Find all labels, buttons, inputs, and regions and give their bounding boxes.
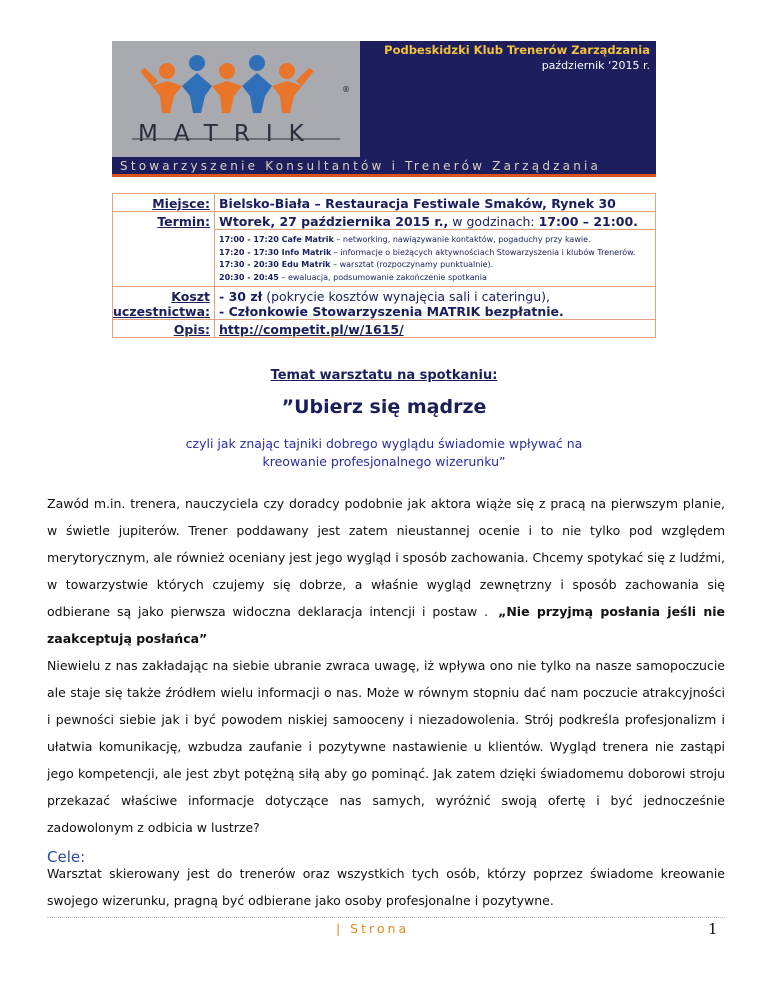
workshop-subtitle: czyli jak znając tajniki dobrego wyglądu świadomie wpływać na kreowanie profesjonalnego wizerunku” bbox=[185, 436, 583, 469]
workshop-title: ”Ubierz się mądrze bbox=[281, 396, 487, 418]
event-info-table bbox=[112, 193, 656, 338]
cost-label: Koszt uczestnictwa: bbox=[113, 287, 215, 320]
info-row-cost bbox=[113, 287, 656, 320]
term-hours-label: w godzinach: bbox=[448, 214, 539, 229]
registered-mark: ® bbox=[342, 85, 350, 94]
desc-value bbox=[215, 320, 656, 338]
page-number: 1 bbox=[708, 920, 718, 938]
description-paragraph: Zawód m.in. trenera, nauczyciela czy doradcy podobnie jak aktora wiąże się z pracą na pierwszym planie, w świetle jupiterów. Trener poddawany jest zatem nieustannej ocenie i to nie tylko pod względem merytorycznym, ale również oceniany jest jego wygląd i sposób zachowania. Chcemy spotykać się z ludźmi, w towarzystwie których czujemy się dobrze, a właśnie wygląd zewnętrzny i sposób zachowania się odbierane są jako pierwsza widoczna deklaracja intencji i postaw . „Nie przyjmą posłania jeśli nie zaakceptują posłańca” Niewielu z nas zakładając na siebie ubranie zwraca uwagę, iż wpływa ono nie tylko na nasze samopoczucie ale staje się także źródłem wielu informacji o nas. Może w równym stopniu dać nam poczucie atrakcyjności i pewności siebie jak i być powodem niskiej samooceny i niezadowolenia. Strój podkreśla profesjonalizm i ułatwia komunikację, wzbudza zaufanie i pozytywne nastawienie u klientów. Wygląd trenera nie zastąpi jego kompetencji, ale jest zbyt potężną siłą aby go pominąć. Jak zatem dzięki świadomemu doborowi stroju przekazać właściwe informacje dotyczące nas samych, wyróżnić swoją ofertę i być jednocześnie zadowolonym z odbicia w lustrze? bbox=[47, 496, 725, 835]
logo-wordmark: MATRIK bbox=[138, 121, 320, 147]
goals-heading: Cele: bbox=[47, 848, 86, 866]
footer-divider bbox=[47, 917, 725, 918]
schedule-item: 17:30 - 20:30 Edu Matrik – warsztat (rozpoczynamy punktualnie). bbox=[219, 260, 494, 269]
term-value bbox=[215, 212, 656, 230]
place-label: Miejsce: bbox=[113, 194, 215, 212]
description-link[interactable]: http://competit.pl/w/1615/ bbox=[219, 322, 404, 337]
info-row-term bbox=[113, 212, 656, 230]
schedule-list bbox=[215, 230, 656, 287]
issue-date: październik ‘2015 r. bbox=[541, 59, 650, 72]
cost-amount: - 30 zł bbox=[219, 289, 263, 304]
desc-label: Opis: bbox=[113, 320, 215, 338]
topic-heading: Temat warsztatu na spotkaniu: bbox=[270, 368, 498, 383]
term-hours: 17:00 – 21:00. bbox=[538, 214, 638, 229]
schedule-item: 20:30 - 20:45 – ewaluacja, podsumowanie zakończenie spotkania bbox=[219, 272, 487, 282]
club-name: Podbeskidzki Klub Trenerów Zarządzania bbox=[384, 43, 650, 57]
motto-quote: „Nie przyjmą posłania jeśli nie zaakceptują posłańca” bbox=[47, 604, 725, 646]
term-label: Termin: bbox=[113, 212, 215, 287]
info-row-place bbox=[113, 194, 656, 212]
cost-note: (pokrycie kosztów wynajęcia sali i cateringu), bbox=[262, 289, 550, 304]
cost-value bbox=[215, 287, 656, 320]
cost-members: - Członkowie Stowarzyszenia MATRIK bezpłatnie. bbox=[219, 304, 564, 319]
association-bar bbox=[112, 157, 656, 177]
info-row-desc bbox=[113, 320, 656, 338]
schedule-item: 17:00 - 17:20 Cafe Matrik – networking, nawiązywanie kontaktów, pogaduchy przy kawie. bbox=[219, 235, 591, 244]
goals-paragraph: Warsztat skierowany jest do trenerów oraz wszystkich tych osób, którzy poprzez świadome kreowanie swojego wizerunku, pragną być odbierane jako osoby profesjonalne i pozytywne. bbox=[47, 866, 725, 908]
association-name: Stowarzyszenie Konsultantów i Trenerów Zarządzania bbox=[120, 159, 602, 173]
footer-page-label: | Strona bbox=[336, 921, 410, 936]
schedule-item: 17:20 - 17:30 Info Matrik – informacje o bieżących aktywnościach Stowarzyszenia i klubów Trenerów. bbox=[219, 247, 636, 257]
place-value: Bielsko-Biała – Restauracja Festiwale Smaków, Rynek 30 bbox=[215, 194, 656, 212]
matrik-logo bbox=[112, 41, 360, 157]
term-date: Wtorek, 27 października 2015 r., bbox=[219, 214, 449, 229]
